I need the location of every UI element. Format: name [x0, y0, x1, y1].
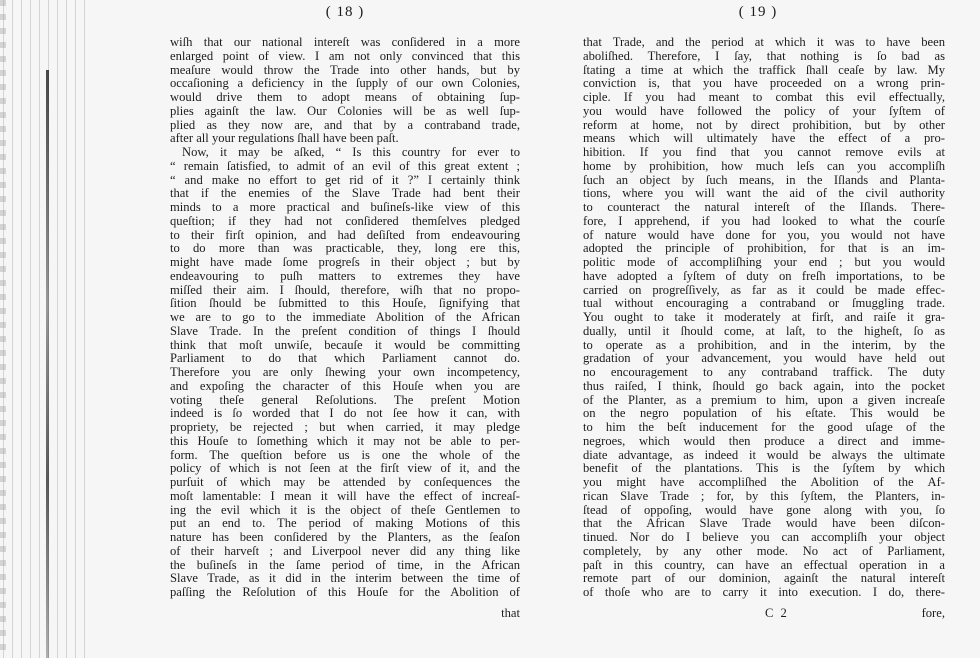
text-line: of the Planter, as a premium to him, upon a given increaſe: [583, 392, 945, 407]
text-line: nature has been conſidered by the Planters, as the ſeaſon: [170, 530, 520, 544]
book-binding-gutter: [0, 0, 90, 658]
text-line: might have made ſome progreſs in their object ; but by: [170, 255, 520, 269]
text-line: ſuch an object by ſuch means, in the Iſlands and Planta-: [583, 172, 945, 187]
text-line: moſt lamentable: I mean it will have the effect of increaſ-: [170, 488, 520, 503]
text-line: indeed is ſo worded that I do not ſee how it can, with: [170, 406, 520, 421]
text-line: means which will ultimately have the effect of a pro-: [583, 131, 945, 146]
text-line: policy of which is not ſeen at the firſt view of it, and the: [170, 461, 520, 476]
text-line: “ remain ſatisfied, to admit of an evil of this great extent ;: [170, 158, 520, 173]
text-line: to their firſt opinion, and had deſiſted from endeavouring: [170, 227, 520, 242]
text-line: this Houſe to ſomething which it may not be able to per-: [170, 433, 520, 448]
text-line: fore, I apprehend, if you had looked to what the courſe: [583, 213, 945, 228]
text-line: to operate as a prohibition, and in the interim, by the: [583, 337, 945, 352]
text-line: form. The queſtion before us is one the whole of the: [170, 447, 520, 462]
text-line: “ and make no effort to get rid of it ?” I certainly think: [170, 172, 520, 187]
text-line: to him the beſt inducement for the good uſage of the: [583, 420, 945, 434]
text-line: meaſure would throw the Trade into other hands, but by: [170, 62, 520, 77]
page-number: ( 18 ): [325, 4, 365, 20]
text-line: we are to go to the immediate Abolition of the African: [170, 310, 520, 324]
text-line: Slave Trade, as it did in the interim between the time of: [170, 571, 520, 586]
right-page: [583, 0, 945, 658]
text-line: ciple. If you had meant to combat this evil effectually,: [583, 90, 945, 104]
text-line: ſtating a time at which the traffick ſhall ceaſe by law. My: [583, 62, 945, 77]
text-line: think that moſt unwiſe, becauſe it would be committing: [170, 337, 520, 352]
text-line: plies againſt the law. Our Colonies will be as well ſup-: [170, 103, 520, 118]
text-line: enlarged point of view. I am not only convinced that this: [170, 48, 520, 63]
text-line: of nature would have done for you, you would not have: [583, 227, 945, 242]
text-line: you might have accompliſhed the Abolition of the Af-: [583, 475, 945, 489]
page-number: ( 19 ): [738, 4, 778, 20]
text-line: remote part of our dominion, againſt the natural intereſt: [583, 571, 945, 586]
page-footer: [583, 606, 945, 620]
text-line: Parliament to do that which Parliament cannot do.: [170, 351, 520, 366]
text-line: You ought to take it moderately at firſt, and raiſe it gra-: [583, 310, 945, 324]
text-line: paſſing the Reſolution of this Houſe for the Abolition of: [170, 585, 520, 599]
text-line: completely, by any other mode. No act of Parliament,: [583, 543, 945, 558]
text-line: wiſh that our national intereſt was conſidered in a more: [170, 35, 520, 49]
text-line: have adopted a ſyſtem of duty on freſh importations, to be: [583, 268, 945, 283]
text-line: diate advantage, as indeed it would be always the ultimate: [583, 447, 945, 462]
text-line: hibition. If you find that you cannot remove evils at: [583, 145, 945, 159]
text-line: you would have followed the policy of your ſyſtem of: [583, 103, 945, 118]
text-line: conviction is, that you have proceeded on a wrong prin-: [583, 76, 945, 91]
text-line: tinued. Nor do I believe you can accompliſh your object: [583, 530, 945, 544]
signature-mark: C 2: [765, 606, 789, 620]
text-line: paſt in this country, can have an effectual operation in a: [583, 557, 945, 572]
text-line: that the African Slave Trade would have been diſcon-: [583, 516, 945, 531]
text-line: Therefore you are only ſhewing your own incompetency,: [170, 365, 520, 379]
text-line: aboliſhed. Therefore, I ſay, that nothing is ſo bad as: [583, 48, 945, 63]
catchword: that: [501, 606, 520, 620]
text-line: tions, where you will want the aid of the civil authority: [583, 186, 945, 201]
text-line: propriety, be rejected ; but when carried, it may pledge: [170, 420, 520, 434]
text-line: politic mode of accompliſhing your end ; but you would: [583, 255, 945, 269]
text-line: that if the enemies of the Slave Trade had bent their: [170, 186, 520, 201]
text-line: plied as they now are, and that by a contraband trade,: [170, 117, 520, 132]
text-line: that Trade, and the period at which it was to have been: [583, 35, 945, 49]
text-line: home by prohibition, how much leſs can you accompliſh: [583, 158, 945, 173]
text-line: minds to a more practical and buſineſs-like view of this: [170, 200, 520, 214]
text-line: would drive them to adopt means of obtaining ſup-: [170, 90, 520, 104]
page-footer: [170, 606, 520, 620]
text-line: dually, until it ſhould come, at laſt, to the higheſt, ſo as: [583, 323, 945, 338]
text-line: and expoſing the character of this Houſe when you are: [170, 378, 520, 393]
text-line: ſtead of oppoſing, would have gone along with you, ſo: [583, 502, 945, 517]
text-line: to do more than was practicable, they, long ere this,: [170, 241, 520, 256]
text-line: endeavouring to puſh matters to extremes they have: [170, 268, 520, 283]
text-line: voting theſe general Reſolutions. The preſent Motion: [170, 392, 520, 407]
text-line: adopted the principle of prohibition, for that is an im-: [583, 241, 945, 256]
text-line: of thoſe who are to carry it into execution. I do, there-: [583, 585, 945, 599]
page-body-text: [583, 36, 945, 600]
text-line: put an end to. The period of making Motions of this: [170, 516, 520, 531]
text-line: reform at home, not by direct prohibition, but by other: [583, 117, 945, 132]
page-body-text: [170, 36, 520, 600]
text-line: negroes, which would then produce a direct and imme-: [583, 433, 945, 448]
text-line: on the negro population of his eſtate. This would be: [583, 406, 945, 421]
text-line: after all your regulations ſhall have been paſt.: [170, 131, 399, 146]
text-line: thus raiſed, I think, ſhould go back again, into the pocket: [583, 378, 945, 393]
text-line: occaſioning a deficiency in the ſupply of our own Colonies,: [170, 76, 520, 91]
text-line: ing the evil which it is the object of theſe Gentlemen to: [170, 502, 520, 517]
text-line: the buſineſs in the ſame period of time, in the African: [170, 557, 520, 572]
text-line: Now, it may be aſked, “ Is this country for ever to: [182, 145, 520, 159]
text-line: rican Slave Trade ; for, by this ſyſtem, the Planters, in-: [583, 488, 945, 503]
text-line: queſtion; if they had not conſidered themſelves pledged: [170, 213, 520, 228]
text-line: of their harveſt ; and Liverpool never did any thing like: [170, 543, 520, 558]
catchword: fore,: [921, 606, 945, 620]
text-line: tual without encouraging a contraband or ſmuggling trade.: [583, 296, 945, 311]
text-line: purſuit of which may be attended by conſequences the: [170, 475, 520, 489]
text-line: carried on progreſſively, as far as it could be made effec-: [583, 282, 945, 297]
text-line: benefit of the plantations. This is the ſyſtem by which: [583, 461, 945, 476]
text-line: to counteract the natural intereſt of the Iſlands. There-: [583, 200, 945, 214]
text-line: Slave Trade. In the preſent condition of things I ſhould: [170, 323, 520, 338]
left-page: [170, 0, 520, 658]
text-line: gradation of your advancement, you would have held out: [583, 351, 945, 366]
text-line: miſſed their aim. I ſhould, therefore, wiſh that no propo-: [170, 282, 520, 297]
text-line: no encouragement to any contraband traffick. The duty: [583, 365, 945, 379]
text-line: ſition ſhould be ſubmitted to this Houſe, ſignifying that: [170, 296, 520, 311]
